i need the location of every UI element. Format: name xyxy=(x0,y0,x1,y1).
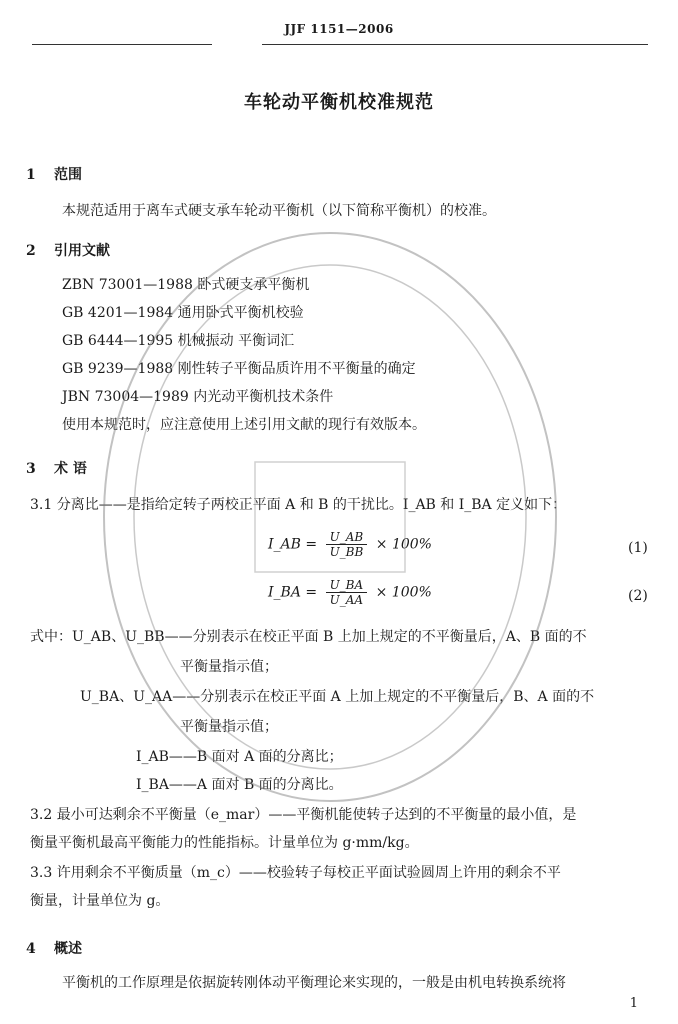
section-4-heading xyxy=(26,938,82,958)
where-line: I_BA——A 面对 B 面的分离比。 xyxy=(136,777,343,793)
formula-tail: × 100% xyxy=(375,536,432,553)
term-3-2-line: 3.2 最小可达剩余不平衡量（e_mar）——平衡机能使转子达到的不平衡量的最小值，是 xyxy=(30,807,577,823)
section-1-heading xyxy=(26,164,82,184)
formula-lhs: I_BA = xyxy=(268,584,318,601)
formula-1 xyxy=(268,530,432,559)
fraction-denominator: U_AA xyxy=(329,593,364,607)
equation-number: (2) xyxy=(628,588,648,604)
term-3-1: 3.1 分离比——是指给定转子两校正平面 A 和 B 的干扰比。I_AB 和 I_BA 定义如下： xyxy=(30,497,567,513)
where-line: I_AB——B 面对 A 面的分离比； xyxy=(136,749,343,765)
fraction-numerator: U_AB xyxy=(326,530,368,545)
section-title: 范围 xyxy=(54,167,82,183)
section-title: 术 语 xyxy=(54,461,87,477)
section-3-heading xyxy=(26,458,87,478)
reference-item: GB 4201—1984 通用卧式平衡机校验 xyxy=(62,305,304,321)
where-line: 平衡量指示值； xyxy=(180,719,278,735)
section-number: 1 xyxy=(26,167,36,183)
reference-item: JBN 73004—1989 内光动平衡机技术条件 xyxy=(62,389,334,405)
fraction-denominator: U_BB xyxy=(329,545,364,559)
formula-fraction xyxy=(326,530,368,559)
section-number: 2 xyxy=(26,243,36,259)
term-3-3-line: 3.3 许用剩余不平衡质量（m_c）——校验转子每校正平面试验圆周上许用的剩余不平 xyxy=(30,865,561,881)
section-2-heading xyxy=(26,240,110,260)
scope-text: 本规范适用于离车式硬支承车轮动平衡机（以下简称平衡机）的校准。 xyxy=(62,203,496,219)
section-number: 3 xyxy=(26,461,36,477)
header-rule-left xyxy=(32,44,212,45)
formula-lhs: I_AB = xyxy=(268,536,318,553)
where-line: 式中：U_AB、U_BB——分别表示在校正平面 B 上加上规定的不平衡量后，A、B 面的不 xyxy=(30,629,587,645)
formula-fraction xyxy=(326,578,368,607)
equation-number: (1) xyxy=(628,540,648,556)
header-rule-right xyxy=(262,44,648,45)
term-3-2-line: 衡量平衡机最高平衡能力的性能指标。计量单位为 g·mm/kg。 xyxy=(30,835,419,851)
reference-item: ZBN 73001—1988 卧式硬支承平衡机 xyxy=(62,277,310,293)
where-line: U_BA、U_AA——分别表示在校正平面 A 上加上规定的不平衡量后，B、A 面的不 xyxy=(80,689,595,705)
overview-text: 平衡机的工作原理是依据旋转刚体动平衡理论来实现的，一般是由机电转换系统将 xyxy=(62,975,566,991)
references-note: 使用本规范时，应注意使用上述引用文献的现行有效版本。 xyxy=(62,417,426,433)
page-number: 1 xyxy=(629,996,638,1011)
reference-item: GB 6444—1995 机械振动 平衡词汇 xyxy=(62,333,295,349)
formula-tail: × 100% xyxy=(375,584,432,601)
section-title: 概述 xyxy=(54,941,82,957)
reference-item: GB 9239—1988 刚性转子平衡品质许用不平衡量的确定 xyxy=(62,361,416,377)
section-number: 4 xyxy=(26,941,36,957)
term-3-3-line: 衡量，计量单位为 g。 xyxy=(30,893,170,909)
standard-code: JJF 1151—2006 xyxy=(284,22,394,36)
section-title: 引用文献 xyxy=(54,243,110,259)
where-line: 平衡量指示值； xyxy=(180,659,278,675)
fraction-numerator: U_BA xyxy=(326,578,368,593)
document-title: 车轮动平衡机校准规范 xyxy=(244,92,434,113)
formula-2 xyxy=(268,578,432,607)
